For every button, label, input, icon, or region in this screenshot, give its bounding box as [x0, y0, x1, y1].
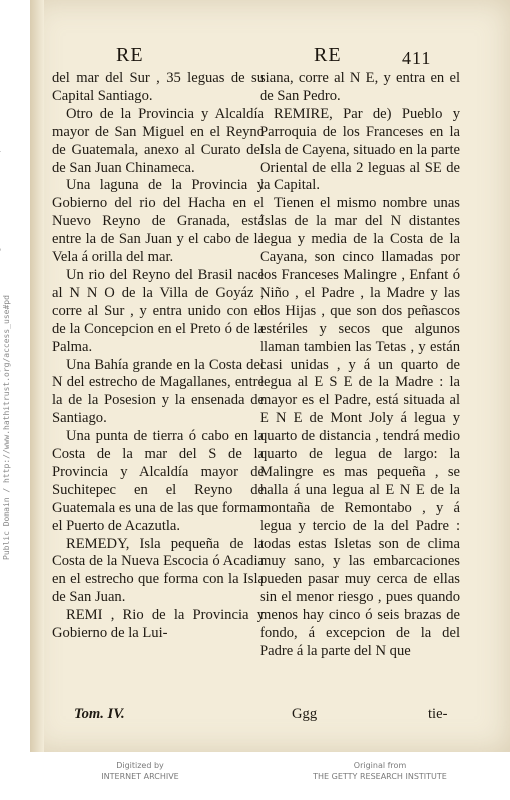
left-paragraph: Un rio del Reyno del Brasil nace al N N O de la Villa de Goyáz , corre al Sur , y entra unido con el de la Concepcion en el Preto ó de la Palma. [52, 266, 264, 355]
page-number: 411 [402, 48, 432, 68]
right-paragraph: siana, corre al N E, y entra en el de San Pedro. [260, 70, 460, 104]
left-paragraph: del mar del Sur , 35 leguas de su Capital Santiago. [52, 70, 264, 104]
left-paragraph: Otro de la Provincia y Alcaldía mayor de San Miguel en el Reyno de Guatemala, anexo al Curato del de San Juan Chinameca. [52, 105, 264, 176]
right-paragraph: Tienen el mismo nombre unas Islas de la mar del N distantes legua y media de la Costa de la Cayana, son cinco llamadas por los Franceses Malingre , Enfant ó Niño , el Padre , la Madre y las dos Hijas , que son dos peñascos estériles y secos que algunos llaman tambien las Tetas , y están casi unidas , y á un quarto de legua al E S E de la Madre : la mayor es el Padre, está situada al E N E de Mont Joly á legua y quarto de distancia , tendrá medio quarto de legua de largo: la Malingre es mas pequeña , se halla á una legua al E N E de la montaña de Remontabo , y á legua y tercio de la del Padre : todas estas Isletas son de clima muy sano, y las embarcaciones pueden pasar muy cerca de ellas sin el menor riesgo , pues quando menos hay cinco ó seis brazas de fondo, á excepcion de la del Padre á la parte del N que [260, 195, 460, 659]
access-stamp-line: Public Domain / http://www.hathitrust.org/access_use#pd [2, 295, 11, 560]
catchword: tie- [428, 706, 448, 722]
left-paragraph: REMI , Rio de la Provincia y Gobierno de la Lui- [52, 607, 264, 642]
volume-label: Tom. IV. [74, 706, 125, 722]
left-paragraph: Una Bahía grande en la Costa del N del estrecho de Magallanes, entre la de la Posesion y la ensenada de Santiago. [52, 356, 264, 427]
signature-mark: Ggg [292, 706, 318, 722]
right-column [260, 70, 460, 661]
running-head-left: RE [116, 44, 144, 66]
right-paragraph: REMIRE, Par de) Pueblo y Parroquia de los Franceses en la Isla de Cayena, situado en la parte Oriental de ella 2 leguas al SE de la Capital. [260, 105, 460, 194]
left-column [52, 70, 264, 643]
left-paragraph: REMEDY, Isla pequeña de la Costa de la Nueva Escocia ó Acadia en el estrecho que forma con la Isla de San Juan. [52, 535, 264, 606]
running-head-right: RE [314, 44, 342, 66]
digitizer-credit-line: INTERNET ARCHIVE [101, 772, 179, 781]
page-gutter [30, 0, 44, 752]
digitizer-credit [40, 760, 240, 782]
source-credit [280, 760, 480, 782]
book-page [30, 0, 510, 752]
left-paragraph: Una laguna de la Provincia y Gobierno del rio del Hacha en el Nuevo Reyno de Granada, está entre la de San Juan y el cabo de la Vela á orilla del mar. [52, 177, 264, 266]
digitizer-credit-line: Digitized by [116, 761, 164, 770]
left-paragraph: Una punta de tierra ó cabo en la Costa de la mar del S de la Provincia y Alcaldía mayor de Suchitepec en el Reyno de Guatemala es una de las que forman el Puerto de Acazutla. [52, 428, 264, 534]
source-credit-line: THE GETTY RESEARCH INSTITUTE [313, 772, 447, 781]
source-credit-line: Original from [353, 761, 407, 770]
